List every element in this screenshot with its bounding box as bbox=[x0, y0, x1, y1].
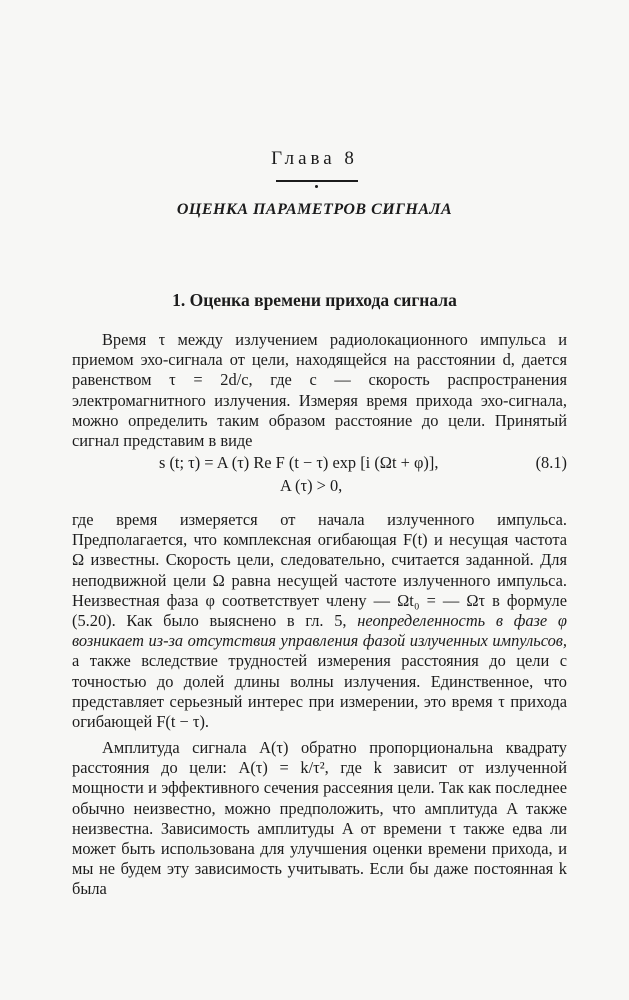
paragraph-2-text-b: а также вследствие трудностей измерения расстояния до цели с точностью до долей длины волны излучения. Единственное, что представляет серьезный интерес при измерении, это время τ прихода огибающей F(t − τ). bbox=[72, 651, 567, 732]
formula-number: (8.1) bbox=[535, 453, 567, 472]
chapter-label: Глава 8 bbox=[271, 148, 358, 169]
paragraph-1 bbox=[72, 330, 567, 451]
paragraph-2 bbox=[72, 510, 567, 732]
paragraph-3-text: Амплитуда сигнала A(τ) обратно пропорциональна квадрату расстояния до цели: A(τ) = k/τ², где k зависит от излученной мощности и эффективного сечения рассеяния цели. Так как последнее обычно неизвестно, можно предположить, что амплитуда A также неизвестна. Зависимость амплитуды A от времени τ также едва ли может быть использована для улучшения оценки времени прихода, и мы не будем эту зависимость учитывать. Если бы даже постоянная k была bbox=[72, 738, 567, 899]
section-title: 1. Оценка времени прихода сигнала bbox=[172, 290, 457, 310]
paragraph-3 bbox=[72, 738, 567, 900]
formula-line-2: A (τ) > 0, bbox=[280, 476, 343, 495]
paragraph-2-text-a: где время измеряется от начала излученного импульса. Предполагается, что комплексная огибающая F(t) и несущая частота Ω известны. Скорость цели, следовательно, считается заданной. Для неподвижной цели Ω равна несущей частоте излученного импульса. Неизвестная фаза φ соответствует члену — Ωt₀ = — Ωτ в формуле (5.20). Как было выяснено в гл. 5, bbox=[72, 510, 567, 631]
paragraph-2-emphasis: неопределенность в фазе φ возникает из-за отсутствия управления фазой излученных импульсов, bbox=[72, 611, 567, 651]
formula-line-1: s (t; τ) = A (τ) Re F (t − τ) exp [i (Ωt + φ)], bbox=[159, 453, 439, 472]
paragraph-2-body bbox=[72, 510, 567, 732]
chapter-title: ОЦЕНКА ПАРАМЕТРОВ СИГНАЛА bbox=[176, 201, 453, 218]
paragraph-1-text: Время τ между излучением радиолокационного импульса и приемом эхо-сигнала от цели, находящейся на расстоянии d, дается равенством τ = 2d/c, где c — скорость распространения электромагнитного излучения. Измеряя время прихода эхо-сигнала, можно определить таким образом расстояние до цели. Принятый сигнал представим в виде bbox=[72, 330, 567, 451]
rule-ornament bbox=[315, 185, 318, 188]
chapter-rule bbox=[276, 180, 358, 182]
